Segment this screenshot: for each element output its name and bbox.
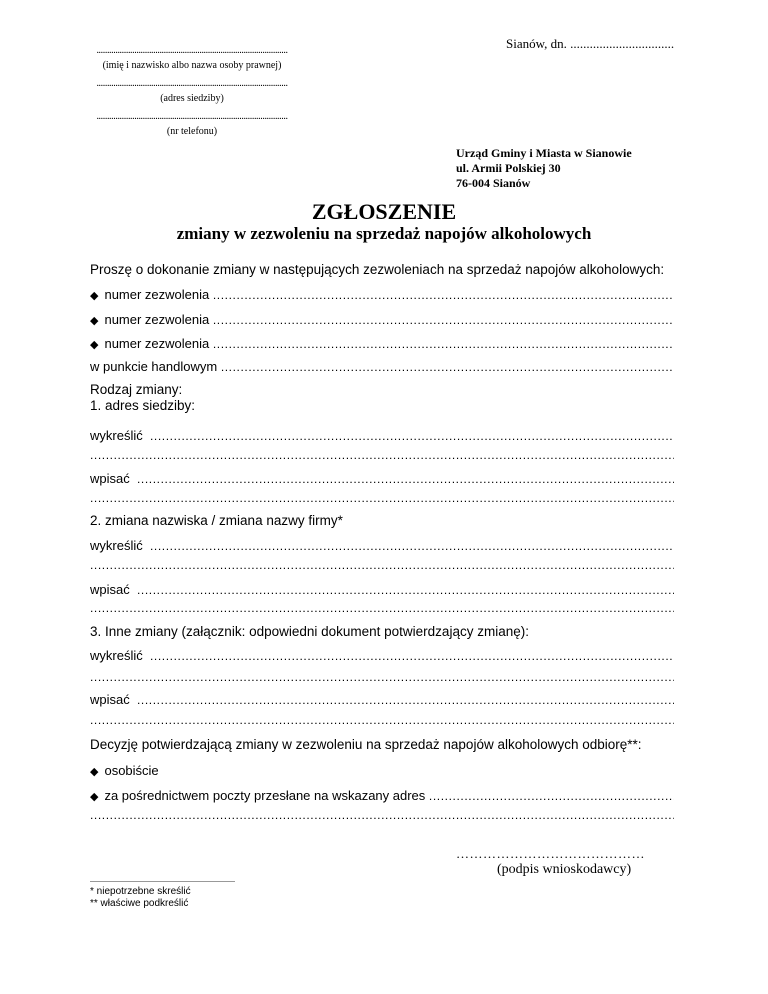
option-personal-label: osobiście — [104, 763, 159, 778]
sender-address-field[interactable] — [90, 78, 294, 104]
strike-label: wykreślić — [90, 538, 143, 553]
document-title: ZGŁOSZENIE — [311, 199, 457, 224]
permit-number-label: numer zezwolenia — [104, 287, 210, 302]
section-1-enter-continuation[interactable] — [90, 491, 674, 505]
fill-line — [150, 429, 674, 443]
enter-label: wpisać — [90, 471, 130, 486]
recipient-line-1: Urząd Gminy i Miasta w Sianowie — [456, 146, 632, 160]
section-2-heading: 2. zmiana nazwiska / zmiana nazwy firmy* — [90, 513, 343, 528]
diamond-bullet-icon: ◆ — [90, 315, 99, 327]
fill-line — [213, 337, 674, 351]
enter-label: wpisać — [90, 582, 130, 597]
recipient-address — [456, 146, 632, 191]
change-type-label: Rodzaj zmiany: — [90, 382, 183, 397]
section-3-strike-continuation[interactable] — [90, 670, 674, 684]
recipient-line-2: ul. Armii Polskiej 30 — [456, 161, 561, 175]
section-3-enter-field[interactable] — [90, 692, 674, 707]
fill-line — [150, 539, 674, 553]
section-2-strike-continuation[interactable] — [90, 558, 674, 572]
fill-line — [213, 313, 674, 327]
section-2-enter-continuation[interactable] — [90, 601, 674, 615]
section-3-enter-continuation[interactable] — [90, 713, 674, 727]
fill-line — [90, 808, 674, 822]
section-2-strike-field[interactable] — [90, 538, 674, 553]
decision-text: Decyzję potwierdzającą zmiany w zezwoleniu na sprzedaż napojów alkoholowych odbiorę**: — [90, 737, 642, 752]
diamond-bullet-icon: ◆ — [90, 766, 99, 778]
sender-phone-field[interactable] — [90, 111, 294, 137]
footnote-divider — [90, 881, 235, 882]
signature-line[interactable]: …………………………………… — [456, 846, 645, 861]
option-post-continuation[interactable] — [90, 808, 674, 822]
fill-line — [137, 693, 674, 707]
strike-label: wykreślić — [90, 648, 143, 663]
sender-name-caption: (imię i nazwisko albo nazwa osoby prawnej) — [102, 60, 282, 71]
fill-line — [213, 288, 674, 302]
section-3-heading: 3. Inne zmiany (załącznik: odpowiedni dokument potwierdzający zmianę): — [90, 624, 529, 639]
fill-line — [137, 583, 674, 597]
option-post-label: za pośrednictwem poczty przesłane na wskazany adres — [104, 788, 426, 803]
fill-line — [221, 360, 674, 374]
fill-line — [137, 472, 674, 486]
point-of-sale-label: w punkcie handlowym — [90, 359, 218, 374]
section-3-strike-field[interactable] — [90, 648, 674, 663]
section-1-strike-field[interactable] — [90, 428, 674, 443]
diamond-bullet-icon: ◆ — [90, 290, 99, 302]
sender-phone-dots: ........................................................................................... — [96, 111, 288, 122]
footnote-2: ** właściwe podkreślić — [90, 898, 189, 909]
sender-address-dots: ........................................................................................... — [96, 78, 288, 89]
permit-number-field-1[interactable] — [90, 287, 674, 302]
sender-phone-caption: (nr telefonu) — [166, 126, 218, 137]
permit-number-label: numer zezwolenia — [104, 336, 210, 351]
enter-label: wpisać — [90, 692, 130, 707]
option-post[interactable] — [90, 788, 674, 803]
fill-line — [150, 649, 674, 663]
footnote-1: * niepotrzebne skreślić — [90, 886, 191, 897]
intro-text: Proszę o dokonanie zmiany w następujących zezwoleniach na sprzedaż napojów alkoholowych: — [90, 262, 665, 277]
fill-line — [90, 558, 674, 572]
sender-name-field[interactable] — [90, 45, 294, 71]
fill-line — [90, 491, 674, 505]
fill-line — [90, 448, 674, 462]
section-2-enter-field[interactable] — [90, 582, 674, 597]
section-1-enter-field[interactable] — [90, 471, 674, 486]
option-personal[interactable] — [90, 763, 674, 778]
diamond-bullet-icon: ◆ — [90, 791, 99, 803]
section-1-heading: 1. adres siedziby: — [90, 398, 196, 413]
fill-line — [90, 601, 674, 615]
strike-label: wykreślić — [90, 428, 143, 443]
sender-name-dots: ........................................................................................... — [96, 45, 288, 56]
fill-line — [429, 789, 674, 803]
place-date-line[interactable]: Sianów, dn. ................................ — [506, 36, 675, 51]
fill-line — [90, 713, 674, 727]
permit-number-field-3[interactable] — [90, 336, 674, 351]
diamond-bullet-icon: ◆ — [90, 339, 99, 351]
sender-address-caption: (adres siedziby) — [160, 93, 224, 104]
signature-caption: (podpis wnioskodawcy) — [497, 862, 632, 877]
permit-number-field-2[interactable] — [90, 312, 674, 327]
document-subtitle: zmiany w zezwoleniu na sprzedaż napojów alkoholowych — [176, 224, 592, 243]
section-1-strike-continuation[interactable] — [90, 448, 674, 462]
recipient-line-3: 76-004 Sianów — [456, 176, 531, 190]
point-of-sale-field[interactable] — [90, 359, 674, 374]
permit-number-label: numer zezwolenia — [104, 312, 210, 327]
fill-line — [90, 670, 674, 684]
